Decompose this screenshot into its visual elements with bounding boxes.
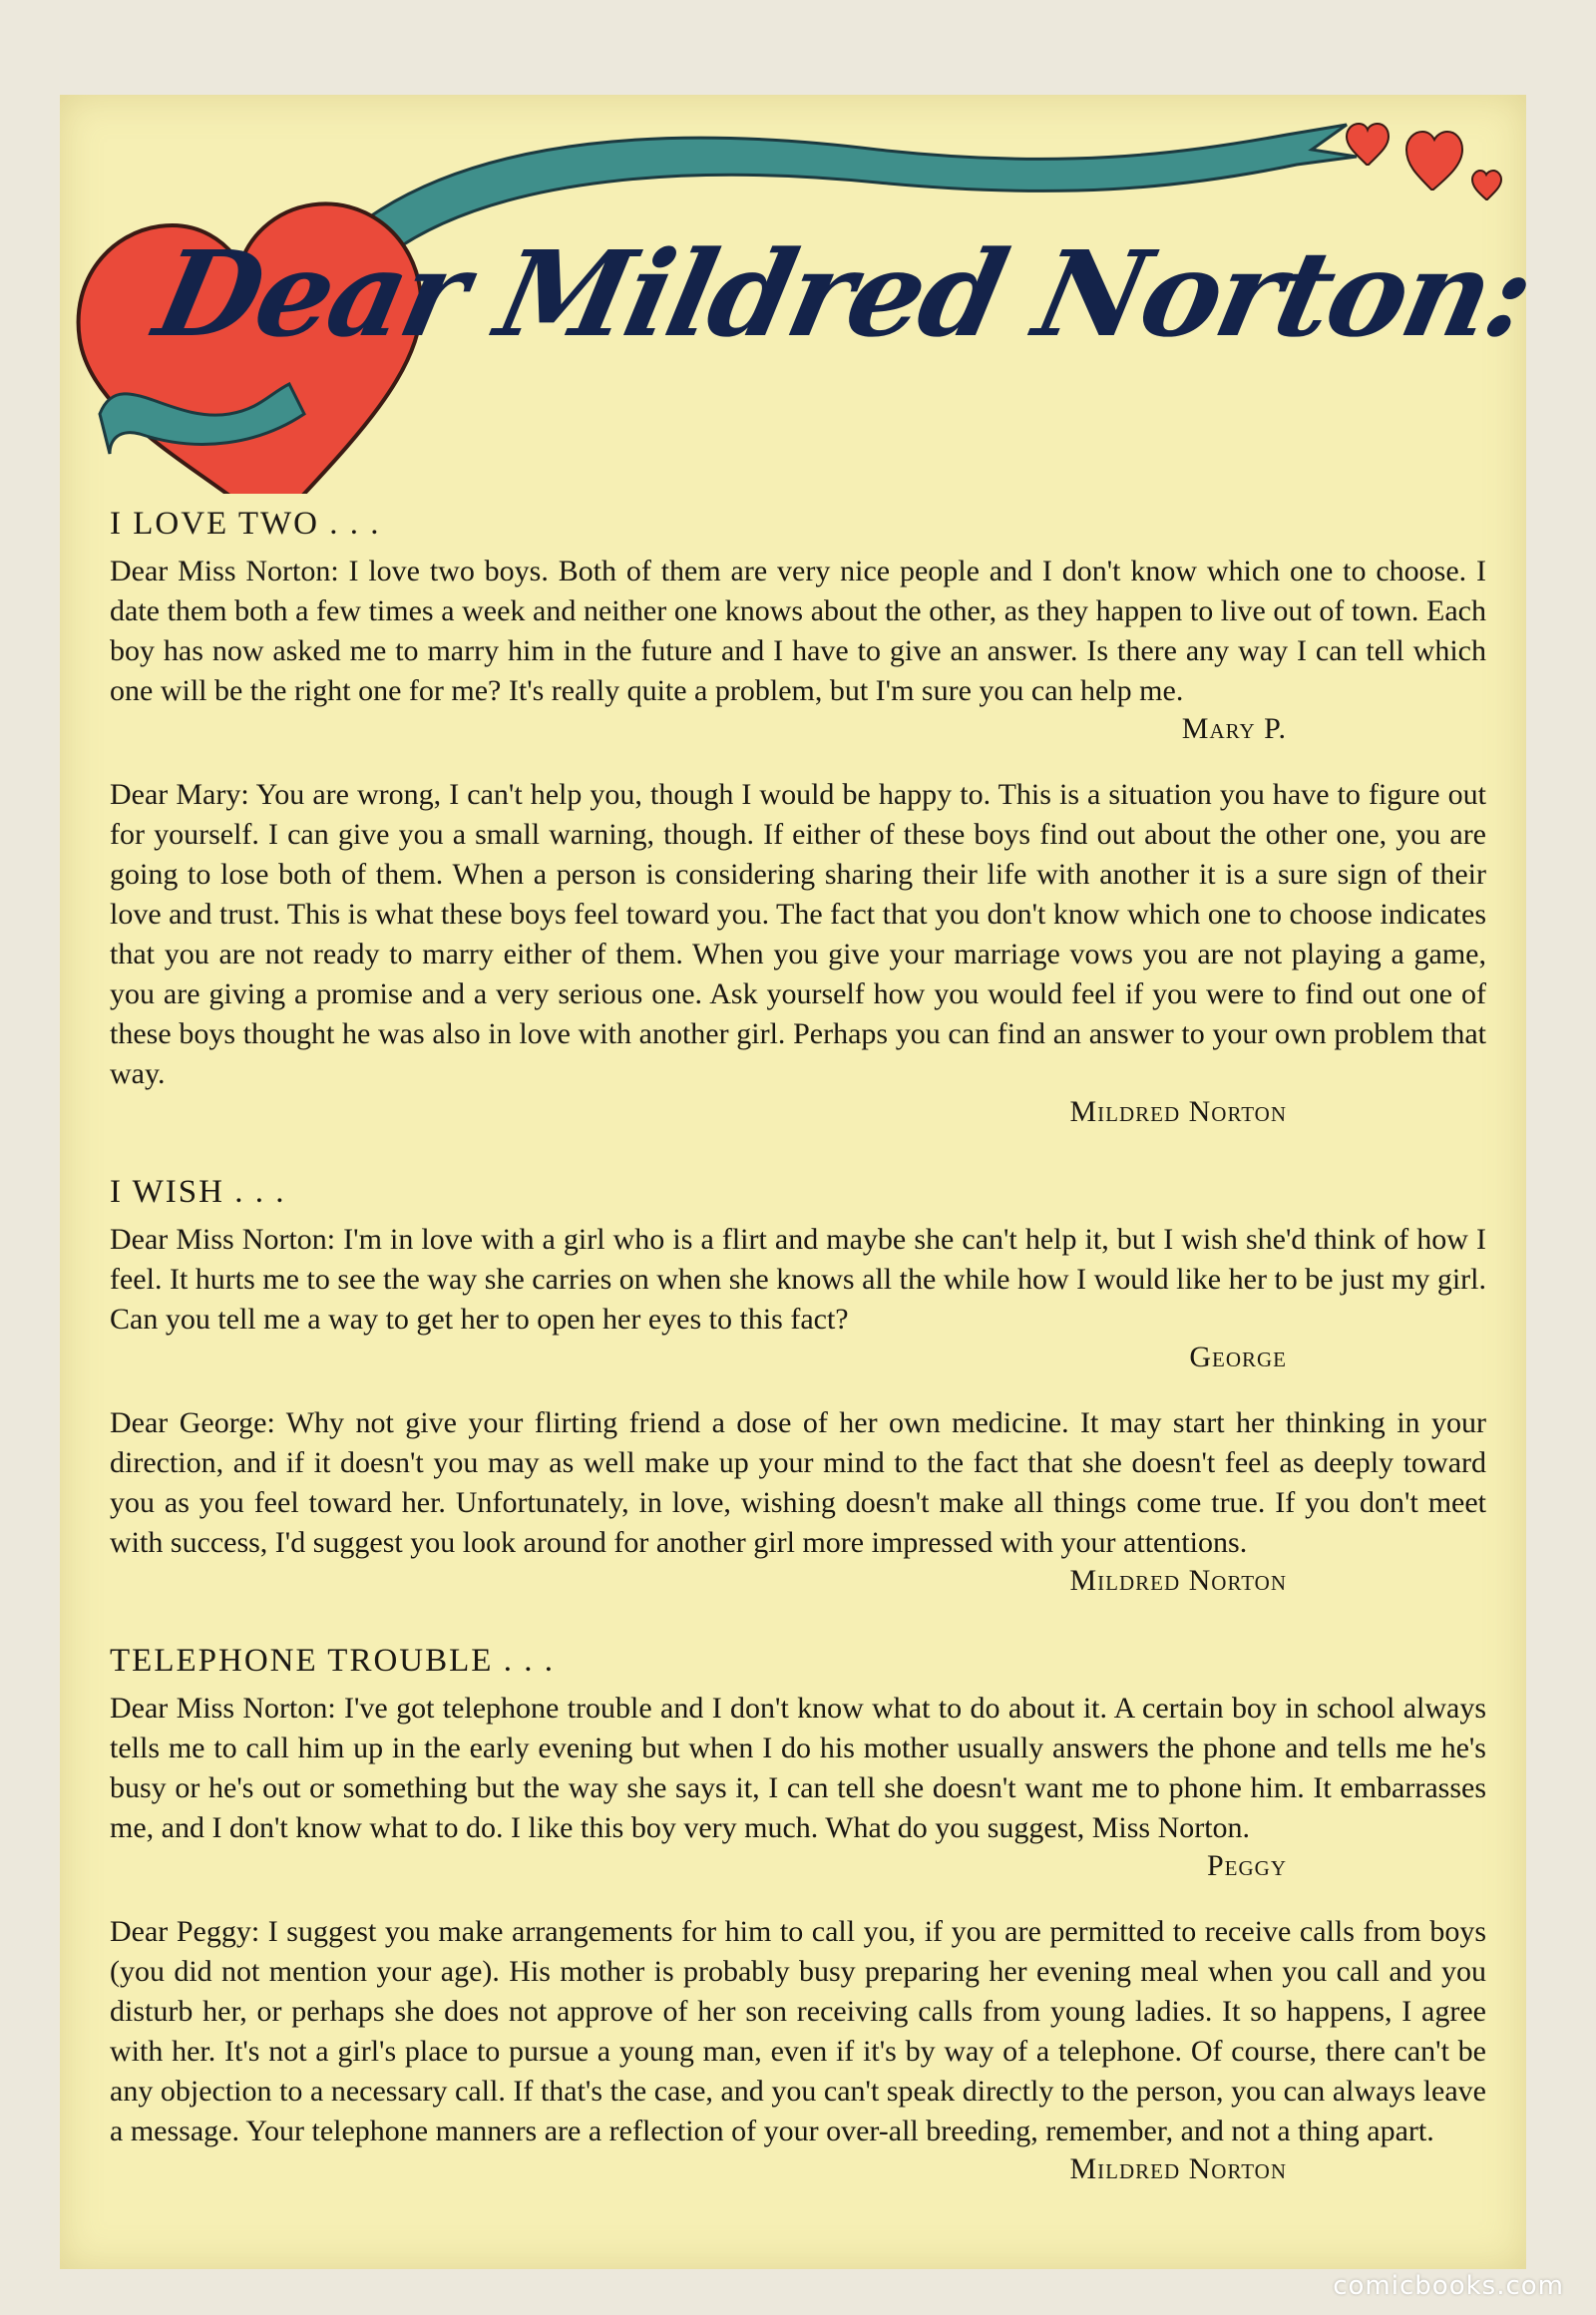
section-heading: I LOVE TWO . . .: [110, 506, 381, 542]
answer-signature: Mildred Norton: [1069, 1564, 1287, 1597]
answer-text: Dear Peggy: I suggest you make arrangements for him to call you, if you are permitted to receive calls from boys (you did not mention your age). His mother is probably busy preparing her evening meal when you call and you disturb her, or perhaps she does not approve of her son receiving calls from young ladies. It so happens, I agree with her. It's not a girl's place to pursue a young man, even if it's by way of a telephone. Of course, there can't be any objection to a necessary call. If that's the case, and you can't speak directly to the person, you can always leave a message. Your telephone manners are a reflection of your over-all breeding, remember, and not a thing apart.: [110, 1915, 1486, 2147]
question-signature: George: [1189, 1341, 1287, 1373]
reply-letter: [110, 1403, 1486, 1601]
question-text: Dear Miss Norton: I'm in love with a girl who is a flirt and maybe she can't help it, but I wish she'd think of how I feel. It hurts me to see the way she carries on when she knows all the while how I would like her to be just my girl. Can you tell me a way to get her to open her eyes to this fact?: [110, 1223, 1486, 1336]
letter-section-love-two: [110, 504, 1486, 1132]
letter-section-telephone: [110, 1641, 1486, 2189]
page-title: Dear Mildred Norton:: [145, 224, 1543, 363]
reply-letter: [110, 1912, 1486, 2189]
reader-letter: [110, 1220, 1486, 1377]
small-heart-icon: [1472, 171, 1501, 199]
reader-letter: [110, 1689, 1486, 1886]
header-banner: [60, 95, 1543, 494]
question-signature: Mary P.: [1181, 712, 1287, 745]
question-text: Dear Miss Norton: I've got telephone trouble and I don't know what to do about it. A certain boy in school always tells me to call him up in the early evening but when I do his mother usually answers the phone and tells me he's busy or he's out or something but the way she says it, I can tell she doesn't want me to phone him. It embarrasses me, and I don't know what to do. I like this boy very much. What do you suggest, Miss Norton.: [110, 1692, 1486, 1844]
letter-page: [60, 95, 1543, 2269]
answer-signature: Mildred Norton: [1069, 1095, 1287, 1128]
section-heading: I WISH . . .: [110, 1174, 286, 1210]
answer-text: Dear George: Why not give your flirting friend a dose of her own medicine. It may start her thinking in your direction, and if it doesn't you may as well make up your mind to the fact that she doesn't feel as deeply toward you as you feel toward her. Unfortunately, in love, wishing doesn't make all things come true. If you don't meet with success, I'd suggest you look around for another girl more impressed with your attentions.: [110, 1406, 1486, 1559]
letters-column: [110, 504, 1486, 2229]
letter-section-wish: [110, 1172, 1486, 1601]
site-watermark: comicbooks.com: [1333, 2271, 1564, 2301]
small-heart-icon: [1406, 132, 1462, 190]
section-heading: TELEPHONE TROUBLE . . .: [110, 1643, 555, 1679]
answer-signature: Mildred Norton: [1069, 2152, 1287, 2185]
question-signature: Peggy: [1206, 1849, 1287, 1882]
question-text: Dear Miss Norton: I love two boys. Both of them are very nice people and I don't know which one to choose. I date them both a few times a week and neither one knows about the other, as they happen to live out of town. Each boy has now asked me to marry him in the future and I have to give an answer. Is there any way I can tell which one will be the right one for me? It's really quite a problem, but I'm sure you can help me.: [110, 555, 1486, 707]
answer-text: Dear Mary: You are wrong, I can't help you, though I would be happy to. This is a situation you have to figure out for yourself. I can give you a small warning, though. If either of these boys find out about the other one, you are going to lose both of them. When a person is considering sharing their life with another it is a sure sign of their love and trust. This is what these boys feel toward you. The fact that you don't know which one to choose indicates that you are not ready to marry either of them. When you give your marriage vows you are not playing a game, you are giving a promise and a very serious one. Ask yourself how you would feel if you were to find out one of these boys thought he was also in love with another girl. Perhaps you can find an answer to your own problem that way.: [110, 778, 1486, 1090]
reply-letter: [110, 775, 1486, 1132]
reader-letter: [110, 552, 1486, 749]
